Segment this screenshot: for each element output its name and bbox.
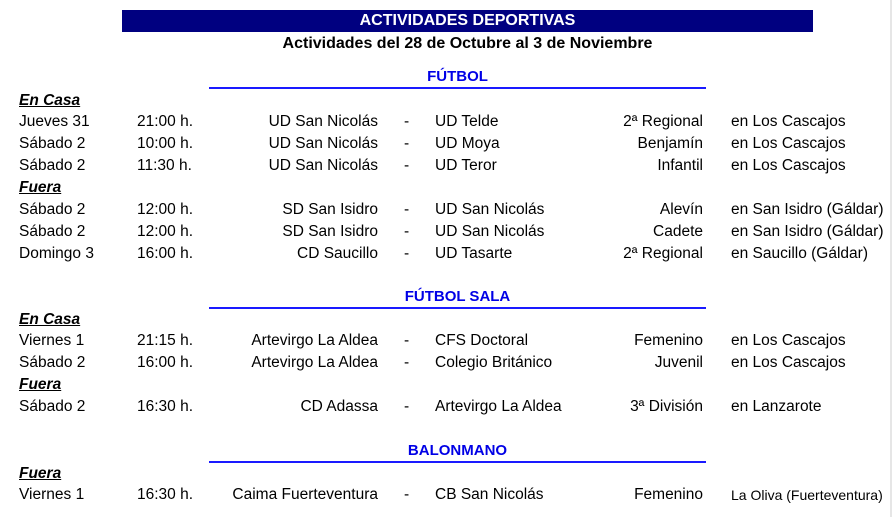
venue: en Los Cascajos xyxy=(731,113,846,130)
match-row xyxy=(0,243,892,265)
away-team: CB San Nicolás xyxy=(435,486,544,503)
section-title-futbol: FÚTBOL xyxy=(209,67,706,89)
venue: en Saucillo (Gáldar) xyxy=(731,245,868,262)
separator: - xyxy=(404,245,410,262)
away-team: Colegio Británico xyxy=(435,354,553,371)
section-title-balonmano: BALONMANO xyxy=(209,441,706,463)
away-team: UD Tasarte xyxy=(435,245,513,262)
home-team: Caima Fuerteventura xyxy=(232,486,378,503)
category: 2ª Regional xyxy=(623,113,703,130)
home-team: Artevirgo La Aldea xyxy=(251,354,378,371)
match-row xyxy=(0,396,892,418)
separator: - xyxy=(404,223,410,240)
venue: en Los Cascajos xyxy=(731,354,846,371)
separator: - xyxy=(404,113,410,130)
away-team: UD Moya xyxy=(435,135,500,152)
separator: - xyxy=(404,354,410,371)
home-team: Artevirgo La Aldea xyxy=(251,332,378,349)
match-day: Viernes 1 xyxy=(19,332,85,349)
match-day: Sábado 2 xyxy=(19,223,86,240)
separator: - xyxy=(404,135,410,152)
match-row xyxy=(0,155,892,177)
venue: en Los Cascajos xyxy=(731,332,846,349)
group-label-home: En Casa xyxy=(19,311,81,328)
match-day: Jueves 31 xyxy=(19,113,90,130)
match-time: 16:00 h. xyxy=(137,354,194,371)
match-day: Domingo 3 xyxy=(19,245,94,262)
home-team: UD San Nicolás xyxy=(268,157,378,174)
match-time: 12:00 h. xyxy=(137,223,194,240)
venue: en Lanzarote xyxy=(731,398,822,415)
match-day: Sábado 2 xyxy=(19,398,86,415)
category: Benjamín xyxy=(637,135,703,152)
match-row xyxy=(0,221,892,243)
venue: en Los Cascajos xyxy=(731,157,846,174)
category: Cadete xyxy=(653,223,703,240)
match-day: Sábado 2 xyxy=(19,201,86,218)
match-day: Viernes 1 xyxy=(19,486,85,503)
away-team: Artevirgo La Aldea xyxy=(435,398,562,415)
category: 2ª Regional xyxy=(623,245,703,262)
group-label-away: Fuera xyxy=(19,465,62,482)
group-label-home: En Casa xyxy=(19,92,81,109)
away-team: UD San Nicolás xyxy=(435,223,545,240)
match-time: 16:30 h. xyxy=(137,486,194,503)
match-row xyxy=(0,133,892,155)
category: Femenino xyxy=(634,486,703,503)
match-day: Sábado 2 xyxy=(19,354,86,371)
page-title: ACTIVIDADES DEPORTIVAS xyxy=(122,10,813,32)
match-row xyxy=(0,484,892,506)
separator: - xyxy=(404,157,410,174)
category: Juvenil xyxy=(654,354,703,371)
section-title-futbol-sala: FÚTBOL SALA xyxy=(209,287,706,309)
match-row xyxy=(0,111,892,133)
match-time: 21:00 h. xyxy=(137,113,194,130)
separator: - xyxy=(404,332,410,349)
category: Femenino xyxy=(634,332,703,349)
home-team: CD Adassa xyxy=(300,398,378,415)
match-day: Sábado 2 xyxy=(19,135,86,152)
match-time: 11:30 h. xyxy=(137,157,192,174)
home-team: SD San Isidro xyxy=(282,223,378,240)
home-team: CD Saucillo xyxy=(297,245,378,262)
separator: - xyxy=(404,398,410,415)
category: 3ª División xyxy=(630,398,703,415)
category: Infantil xyxy=(657,157,703,174)
away-team: UD Teror xyxy=(435,157,497,174)
venue: en San Isidro (Gáldar) xyxy=(731,201,884,218)
match-time: 12:00 h. xyxy=(137,201,194,218)
match-row xyxy=(0,352,892,374)
venue: en San Isidro (Gáldar) xyxy=(731,223,884,240)
match-time: 21:15 h. xyxy=(137,332,194,349)
category: Alevín xyxy=(659,201,703,218)
separator: - xyxy=(404,201,410,218)
match-day: Sábado 2 xyxy=(19,157,86,174)
home-team: UD San Nicolás xyxy=(268,135,378,152)
separator: - xyxy=(404,486,410,503)
group-label-away: Fuera xyxy=(19,376,62,393)
match-time: 10:00 h. xyxy=(137,135,194,152)
venue: La Oliva (Fuerteventura) xyxy=(731,487,883,503)
match-row xyxy=(0,330,892,352)
home-team: SD San Isidro xyxy=(282,201,378,218)
group-label-away: Fuera xyxy=(19,179,62,196)
match-time: 16:30 h. xyxy=(137,398,194,415)
home-team: UD San Nicolás xyxy=(268,113,378,130)
away-team: UD San Nicolás xyxy=(435,201,545,218)
venue: en Los Cascajos xyxy=(731,135,846,152)
page-subtitle: Actividades del 28 de Octubre al 3 de Noviembre xyxy=(282,35,653,52)
match-time: 16:00 h. xyxy=(137,245,194,262)
away-team: UD Telde xyxy=(435,113,499,130)
match-row xyxy=(0,199,892,221)
away-team: CFS Doctoral xyxy=(435,332,529,349)
